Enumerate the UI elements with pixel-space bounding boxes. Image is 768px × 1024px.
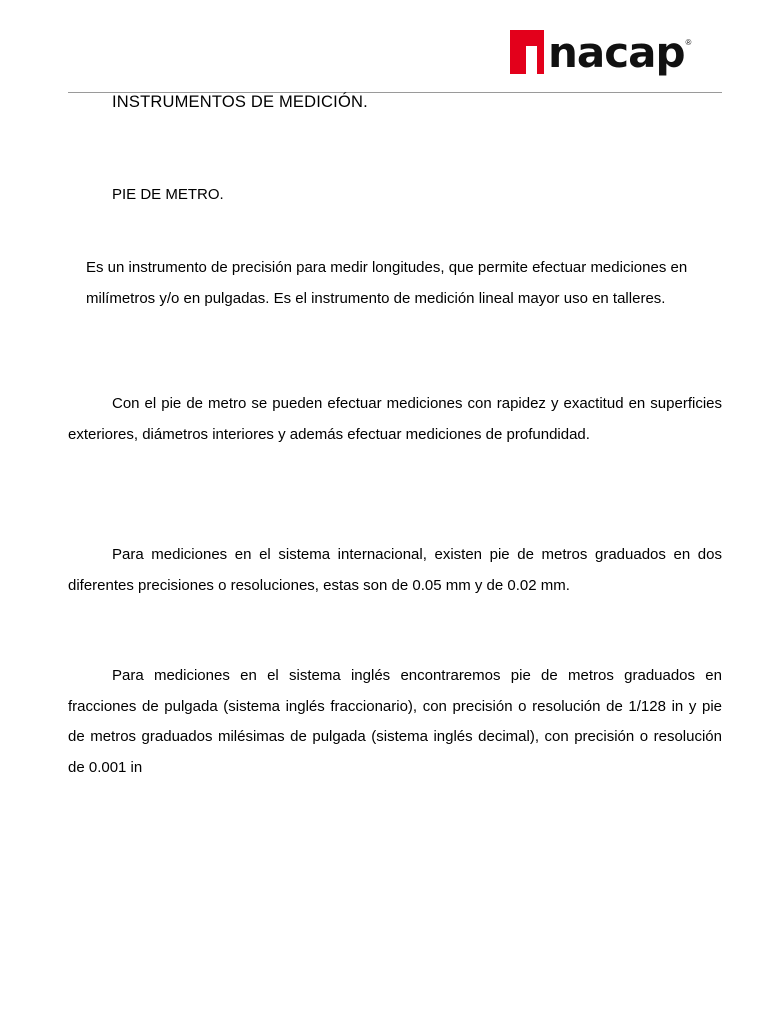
paragraph-definition: Es un instrumento de precisión para medir longitudes, que permite efectuar mediciones en milímetros y/o en pulgadas. Es el instrumento de medición lineal mayor uso en talleres.: [86, 259, 688, 307]
document-title: INSTRUMENTOS DE MEDICIÓN.: [112, 93, 368, 111]
paragraph-imperial-system: Para mediciones en el sistema inglés encontraremos pie de metros graduados en fracciones de pulgada (sistema inglés fraccionario), con precisión o resolución de 1/128 in y pie de metros graduados milésimas de pulgada (sistema inglés decimal), con precisión o resolución de 0.001 in: [68, 667, 722, 776]
paragraph-uses: Con el pie de metro se pueden efectuar mediciones con rapidez y exactitud en superficies exteriores, diámetros interiores y además efectuar mediciones de profundidad.: [68, 395, 722, 443]
logo-mark-bar-left: [510, 30, 521, 74]
logo-mark-bar-right: [521, 30, 544, 74]
inacap-logo-mark-icon: [510, 30, 544, 74]
logo-wordmark: nacap: [548, 28, 685, 77]
section-title: PIE DE METRO.: [112, 186, 224, 203]
inacap-logo: [510, 26, 691, 78]
registered-mark: ®: [685, 38, 692, 47]
paragraph-metric-system: Para mediciones en el sistema internacional, existen pie de metros graduados en dos diferentes precisiones o resoluciones, estas son de 0.05 mm y de 0.02 mm.: [68, 546, 722, 594]
